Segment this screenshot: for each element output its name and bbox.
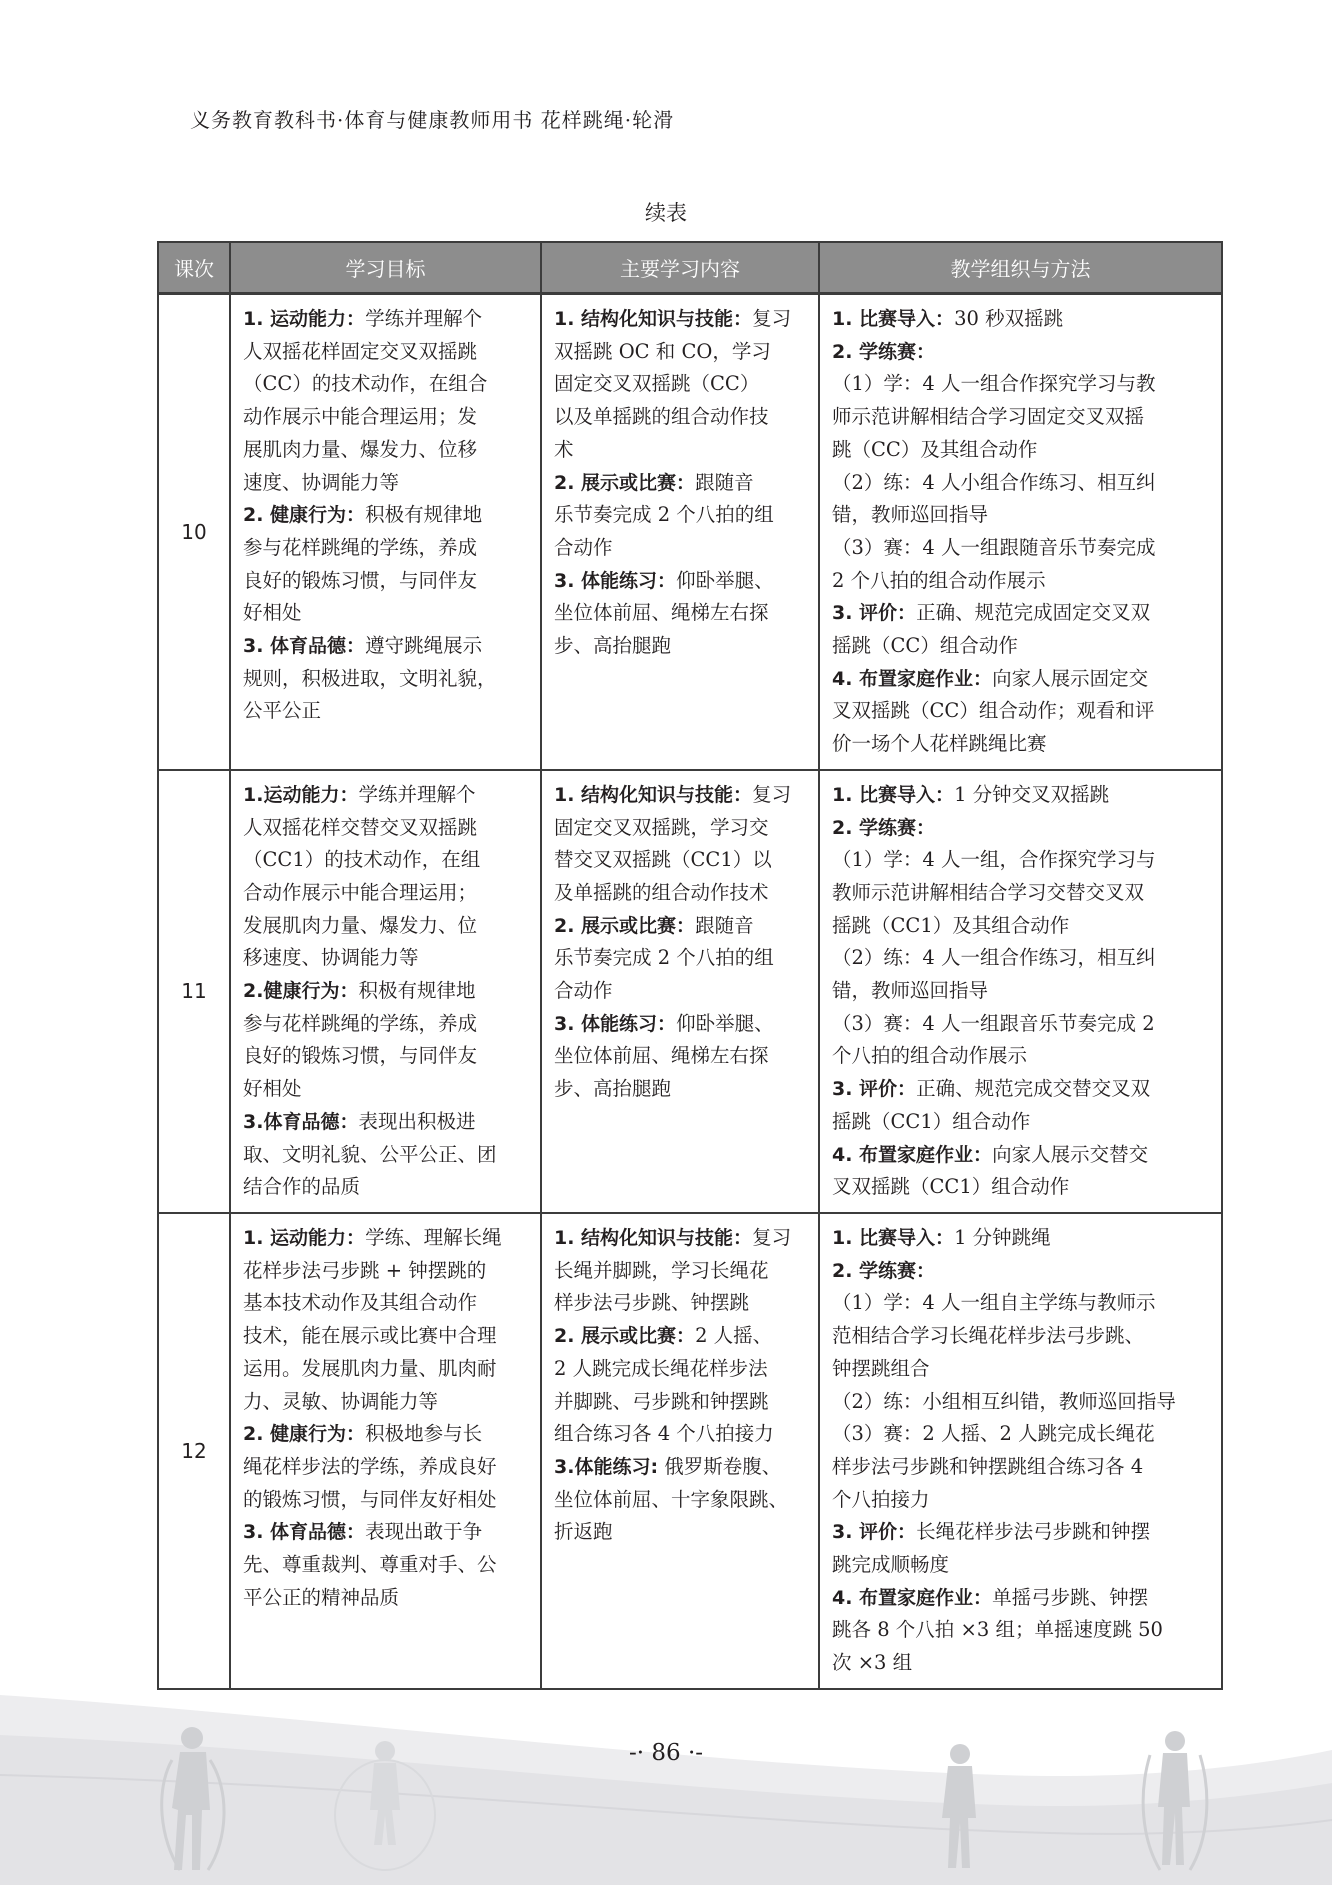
method-line [832,975,1211,1008]
goal-line-text: 平公正的精神品质 [243,1585,400,1609]
content-line [554,630,808,663]
content-line-text: 乐节奏完成 2 个八拍的组 [554,946,774,970]
method-line [832,1073,1211,1106]
method-line [832,434,1211,467]
goal-line [243,1320,530,1353]
content-line [554,1353,808,1386]
lesson-number-cell: 11 [158,770,230,1213]
goal-line-text: 参与花样跳绳的学练，养成 [243,1011,478,1035]
content-line-text: 固定交叉双摇跳（CC） [554,372,760,396]
content-line [554,942,808,975]
method-line [832,1353,1211,1386]
content-line-text: 长绳并脚跳，学习长绳花 [554,1258,769,1282]
goal-line-text: 规则，积极进取，文明礼貌， [243,666,497,690]
content-cell [541,770,819,1213]
content-line-text: 坐位体前屈、绳梯左右探 [554,1044,769,1068]
method-line-text: 向家人展示交替交 [992,1142,1149,1166]
goal-line-bold-label: 1. 运动能力： [243,1226,366,1249]
goals-cell [230,770,541,1213]
page-number-value: 86 [651,1740,681,1766]
goal-line [243,1040,530,1073]
content-line [554,467,808,500]
goal-line-text: 的锻炼习惯，与同伴友好相处 [243,1487,497,1511]
method-line-text: 摇跳（CC1）及其组合动作 [832,913,1070,937]
goal-line [243,1008,530,1041]
method-line-text: 个八拍接力 [832,1487,930,1511]
method-line-text: 教师示范讲解相结合学习交替交叉双 [832,880,1145,904]
content-line-bold-label: 3. 体能练习： [554,1012,677,1035]
method-line-text: 摇跳（CC）组合动作 [832,634,1018,658]
goal-line-text: 发展肌肉力量、爆发力、位 [243,913,478,937]
goal-line-bold-label: 1.运动能力： [243,783,359,806]
method-line-text: （1）学：4 人一组自主学练与教师示 [832,1291,1156,1315]
goal-line [243,630,530,663]
method-line-text: 次 ×3 组 [832,1651,913,1675]
method-line [832,1171,1211,1204]
goal-line-text: 积极有规律地 [358,979,476,1003]
page-number-dash-left: -· [628,1740,645,1766]
method-line [832,1255,1211,1288]
goal-line-text: （CC）的技术动作，在组合 [243,372,488,396]
method-line-text: 叉双摇跳（CC）组合动作；观看和评 [832,699,1155,723]
method-line-text: 钟摆跳组合 [832,1356,930,1380]
goal-line-bold-label: 3. 体育品德： [243,1521,366,1544]
goal-line [243,1139,530,1172]
content-line-text: 合动作 [554,979,613,1003]
method-line [832,779,1211,812]
method-line [832,1484,1211,1517]
content-cell [541,294,819,770]
goal-line-text: 基本技术动作及其组合动作 [243,1291,478,1315]
method-line [832,401,1211,434]
goal-line [243,597,530,630]
content-line [554,1008,808,1041]
goal-line-text: 绳花样步法的学练，养成良好 [243,1454,497,1478]
content-line-text: 跟随音 [695,470,754,494]
content-line-text: 及单摇跳的组合动作技术 [554,880,769,904]
method-line [832,532,1211,565]
table-header-row [158,242,1222,294]
content-line-text: 复习 [752,307,792,330]
goal-line [243,1386,530,1419]
method-line-text: 跳各 8 个八拍 ×3 组；单摇速度跳 50 [832,1618,1163,1642]
method-line-text: （3）赛：2 人摇、2 人跳完成长绳花 [832,1422,1155,1446]
table-caption: 续表 [645,201,687,225]
goal-line-text: 移速度、协调能力等 [243,946,419,970]
goal-line-text: 展肌肉力量、爆发力、位移 [243,437,478,461]
goal-line-text: 人双摇花样交替交叉双摇跳 [243,815,478,839]
content-line-bold-label: 3.体能练习: [554,1455,659,1478]
content-line-text: 2 人摇、 [695,1324,773,1348]
goal-line [243,975,530,1008]
table-row-lesson-11 [158,770,1222,1213]
goal-line [243,1484,530,1517]
content-line-bold-label: 2. 展示或比赛： [554,1325,696,1348]
goal-line-bold-label: 3.体育品德： [243,1110,359,1133]
content-line-text: 俄罗斯卷腹、 [658,1454,782,1478]
goal-line-bold-label: 1. 运动能力： [243,308,366,330]
method-line-text: 2 个八拍的组合动作展示 [832,568,1046,592]
rope-jumper-figure-4-icon [1130,1725,1220,1880]
goal-line-text: 好相处 [243,601,302,625]
header-learning-goals: 学习目标 [230,242,541,294]
method-line-text: （1）学：4 人一组合作探究学习与教 [832,372,1156,396]
method-line [832,1418,1211,1451]
content-line [554,1073,808,1106]
goal-line-text: 人双摇花样固定交叉双摇跳 [243,339,478,363]
table-row-lesson-12 [158,1213,1222,1689]
goal-line [243,1287,530,1320]
content-line [554,565,808,598]
goal-line [243,663,530,696]
method-line-text: 正确、规范完成固定交叉双 [916,601,1151,625]
page-number-dash-right: ·- [687,1740,704,1766]
content-line [554,1386,808,1419]
goal-line-text: 学练、理解长绳 [365,1225,502,1249]
goal-line [243,910,530,943]
goal-line-bold-label: 3. 体育品德： [243,635,366,658]
method-line-text: 跳（CC）及其组合动作 [832,437,1038,461]
goal-line [243,779,530,812]
method-line [832,1106,1211,1139]
method-line [832,844,1211,877]
method-line-text: 师示范讲解相结合学习固定交叉双摇 [832,405,1145,429]
content-line [554,779,808,812]
method-line-text: 叉双摇跳（CC1）组合动作 [832,1175,1070,1199]
header-teaching-method: 教学组织与方法 [819,242,1222,294]
method-line-text: 跳完成顺畅度 [832,1553,950,1577]
goal-line [243,467,530,500]
goal-line [243,1106,530,1139]
method-line-bold-label: 3. 评价： [832,602,917,625]
content-line [554,336,808,369]
method-line-bold-label: 2. 学练赛： [832,340,936,363]
content-line-text: 并脚跳、弓步跳和钟摆跳 [554,1389,769,1413]
method-line-text: 1 分钟交叉双摇跳 [954,782,1110,806]
content-line-text: 2 人跳完成长绳花样步法 [554,1356,768,1380]
content-line [554,1255,808,1288]
method-line-bold-label: 4. 布置家庭作业： [832,1143,993,1166]
method-line-text: （2）练：小组相互纠错，教师巡回指导 [832,1389,1176,1413]
goal-line [243,1073,530,1106]
goal-line [243,401,530,434]
content-line-text: 复习 [752,782,792,806]
goal-line [243,1516,530,1549]
running-head: 义务教育教科书·体育与健康教师用书 花样跳绳·轮滑 [190,108,675,132]
method-line [832,942,1211,975]
content-line [554,812,808,845]
goal-line [243,812,530,845]
content-cell [541,1213,819,1689]
header-lesson-number: 课次 [158,242,230,294]
goal-line-text: 取、文明礼貌、公平公正、团 [243,1142,497,1166]
goal-line-text: 良好的锻炼习惯，与同伴友 [243,568,478,592]
content-line [554,1040,808,1073]
method-cell [819,1213,1222,1689]
content-line-text: 以及单摇跳的组合动作技 [554,405,769,429]
method-line-text: 长绳花样步法弓步跳和钟摆 [916,1520,1151,1544]
method-line [832,303,1211,336]
content-line-bold-label: 1. 结构化知识与技能： [554,308,753,330]
content-line-text: 术 [554,437,574,461]
goal-line [243,434,530,467]
goal-line-text: 表现出敢于争 [365,1520,483,1544]
method-line [832,1516,1211,1549]
content-line-text: 步、高抬腿跑 [554,1077,672,1101]
content-line-text: 坐位体前屈、十字象限跳、 [554,1487,789,1511]
method-line-bold-label: 1. 比赛导入： [832,1226,955,1249]
content-line [554,401,808,434]
goal-line-bold-label: 2. 健康行为： [243,1423,366,1446]
method-line [832,1614,1211,1647]
method-line-text: 个八拍的组合动作展示 [832,1044,1028,1068]
method-line-text: 1 分钟跳绳 [954,1225,1051,1249]
goal-line [243,695,530,728]
goal-line-text: 遵守跳绳展示 [365,634,483,658]
content-line [554,1516,808,1549]
goal-line [243,1582,530,1615]
method-line-text: 30 秒双摇跳 [954,307,1064,330]
goal-line [243,844,530,877]
goal-line [243,1353,530,1386]
goal-line [243,1171,530,1204]
rope-jumper-figure-3-icon [920,1738,1000,1878]
lesson-number-cell: 12 [158,1213,230,1689]
table-row-lesson-10 [158,294,1222,770]
content-line-text: 样步法弓步跳、钟摆跳 [554,1291,750,1315]
content-line [554,1484,808,1517]
method-cell [819,294,1222,770]
lesson-plan-table [157,241,1223,1690]
method-line-text: （3）赛：4 人一组跟随音乐节奏完成 [832,535,1156,559]
content-line [554,1222,808,1255]
method-line-text: （3）赛：4 人一组跟音乐节奏完成 2 [832,1011,1155,1035]
content-line-text: 折返跑 [554,1520,613,1544]
content-line [554,910,808,943]
method-cell [819,770,1222,1213]
method-line [832,1451,1211,1484]
goal-line-text: （CC1）的技术动作，在组 [243,848,481,872]
goals-cell [230,294,541,770]
goal-line-text: 先、尊重裁判、尊重对手、公 [243,1553,497,1577]
content-line [554,368,808,401]
method-line [832,1040,1211,1073]
goal-line [243,942,530,975]
method-line [832,368,1211,401]
method-line-bold-label: 3. 评价： [832,1078,917,1101]
lesson-number-cell: 10 [158,294,230,770]
goal-line-text: 速度、协调能力等 [243,470,400,494]
goal-line [243,1549,530,1582]
method-line [832,877,1211,910]
goal-line-text: 力、灵敏、协调能力等 [243,1389,439,1413]
method-line-bold-label: 2. 学练赛： [832,1259,936,1282]
content-line-bold-label: 2. 展示或比赛： [554,914,696,937]
method-line [832,663,1211,696]
method-line-bold-label: 4. 布置家庭作业： [832,1586,993,1609]
goal-line-bold-label: 2. 健康行为： [243,504,366,527]
content-line [554,1451,808,1484]
content-line-bold-label: 3. 体能练习： [554,569,677,592]
method-line-text: 正确、规范完成交替交叉双 [916,1077,1151,1101]
content-line-text: 乐节奏完成 2 个八拍的组 [554,503,774,527]
method-line-text: 摇跳（CC1）组合动作 [832,1109,1031,1133]
goal-line-text: 合动作展示中能合理运用； [243,880,478,904]
goal-line-text: 技术，能在展示或比赛中合理 [243,1324,497,1348]
goal-line-text: 好相处 [243,1077,302,1101]
method-line-text: 错，教师巡回指导 [832,503,989,527]
content-line [554,532,808,565]
goal-line [243,336,530,369]
method-line [832,467,1211,500]
content-line [554,1287,808,1320]
method-line-bold-label: 1. 比赛导入： [832,308,955,330]
goal-line [243,565,530,598]
method-line [832,1139,1211,1172]
method-line-bold-label: 1. 比赛导入： [832,783,955,806]
method-line-text: 向家人展示固定交 [992,666,1149,690]
method-line [832,1582,1211,1615]
content-line [554,975,808,1008]
goal-line [243,877,530,910]
method-line-text: （1）学：4 人一组，合作探究学习与 [832,848,1156,872]
content-line-text: 跟随音 [695,913,754,937]
content-line [554,844,808,877]
rope-jumper-figure-icon [150,1720,240,1885]
content-line [554,303,808,336]
goal-line [243,368,530,401]
content-line [554,877,808,910]
goal-line-text: 积极有规律地 [365,503,483,527]
method-line [832,1320,1211,1353]
content-line-text: 步、高抬腿跑 [554,634,672,658]
content-line-bold-label: 1. 结构化知识与技能： [554,1226,753,1249]
content-line [554,1418,808,1451]
method-line [832,597,1211,630]
rope-jumper-figure-2-icon [330,1735,440,1875]
method-line [832,565,1211,598]
method-line-text: 单摇弓步跳、钟摆 [992,1585,1149,1609]
method-line [832,695,1211,728]
content-line [554,434,808,467]
content-line [554,597,808,630]
method-line [832,812,1211,845]
content-line-text: 仰卧举腿、 [676,568,774,592]
goal-line [243,1451,530,1484]
goal-line-text: 花样步法弓步跳 + 钟摆跳的 [243,1258,487,1282]
goal-line-text: 良好的锻炼习惯，与同伴友 [243,1044,478,1068]
goal-line-text: 动作展示中能合理运用；发 [243,405,478,429]
goal-line [243,499,530,532]
content-line-text: 合动作 [554,535,613,559]
method-line [832,1222,1211,1255]
goal-line-text: 公平公正 [243,699,322,723]
method-line [832,336,1211,369]
content-line-text: 固定交叉双摇跳，学习交 [554,815,769,839]
goal-line [243,1222,530,1255]
goals-cell [230,1213,541,1689]
content-line-text: 仰卧举腿、 [676,1011,774,1035]
goal-line [243,303,530,336]
content-line [554,1320,808,1353]
goal-line [243,1418,530,1451]
goal-line [243,1255,530,1288]
goal-line-text: 积极地参与长 [365,1422,483,1446]
goal-line-text: 结合作的品质 [243,1175,361,1199]
method-line [832,910,1211,943]
method-line-text: （2）练：4 人一组合作练习，相互纠 [832,946,1156,970]
method-line-text: 范相结合学习长绳花样步法弓步跳、 [832,1324,1145,1348]
method-line [832,499,1211,532]
content-line-text: 组合练习各 4 个八拍接力 [554,1422,774,1446]
content-line-bold-label: 2. 展示或比赛： [554,471,696,494]
content-line-text: 坐位体前屈、绳梯左右探 [554,601,769,625]
goal-line [243,532,530,565]
header-main-content: 主要学习内容 [541,242,819,294]
method-line [832,1549,1211,1582]
goal-line-bold-label: 2.健康行为： [243,980,359,1003]
method-line [832,630,1211,663]
goal-line-text: 参与花样跳绳的学练，养成 [243,535,478,559]
method-line [832,1386,1211,1419]
method-line [832,728,1211,761]
method-line-text: 错，教师巡回指导 [832,979,989,1003]
method-line-bold-label: 2. 学练赛： [832,816,936,839]
method-line-bold-label: 4. 布置家庭作业： [832,667,993,690]
content-line [554,499,808,532]
method-line-bold-label: 3. 评价： [832,1521,917,1544]
method-line-text: 价一场个人花样跳绳比赛 [832,732,1047,756]
method-line-text: （2）练：4 人小组合作练习、相互纠 [832,470,1156,494]
content-line-text: 复习 [752,1225,792,1249]
content-line-text: 替交叉双摇跳（CC1）以 [554,848,772,872]
content-line-bold-label: 1. 结构化知识与技能： [554,783,753,806]
goal-line-text: 表现出积极进 [358,1109,476,1133]
method-line-text: 样步法弓步跳和钟摆跳组合练习各 4 [832,1454,1144,1478]
method-line [832,1287,1211,1320]
goal-line-text: 运用。发展肌肉力量、肌肉耐 [243,1356,497,1380]
content-line-text: 双摇跳 OC 和 CO，学习 [554,339,771,363]
goal-line-text: 学练并理解个 [358,782,476,806]
method-line [832,1008,1211,1041]
goal-line-text: 学练并理解个 [365,307,483,330]
